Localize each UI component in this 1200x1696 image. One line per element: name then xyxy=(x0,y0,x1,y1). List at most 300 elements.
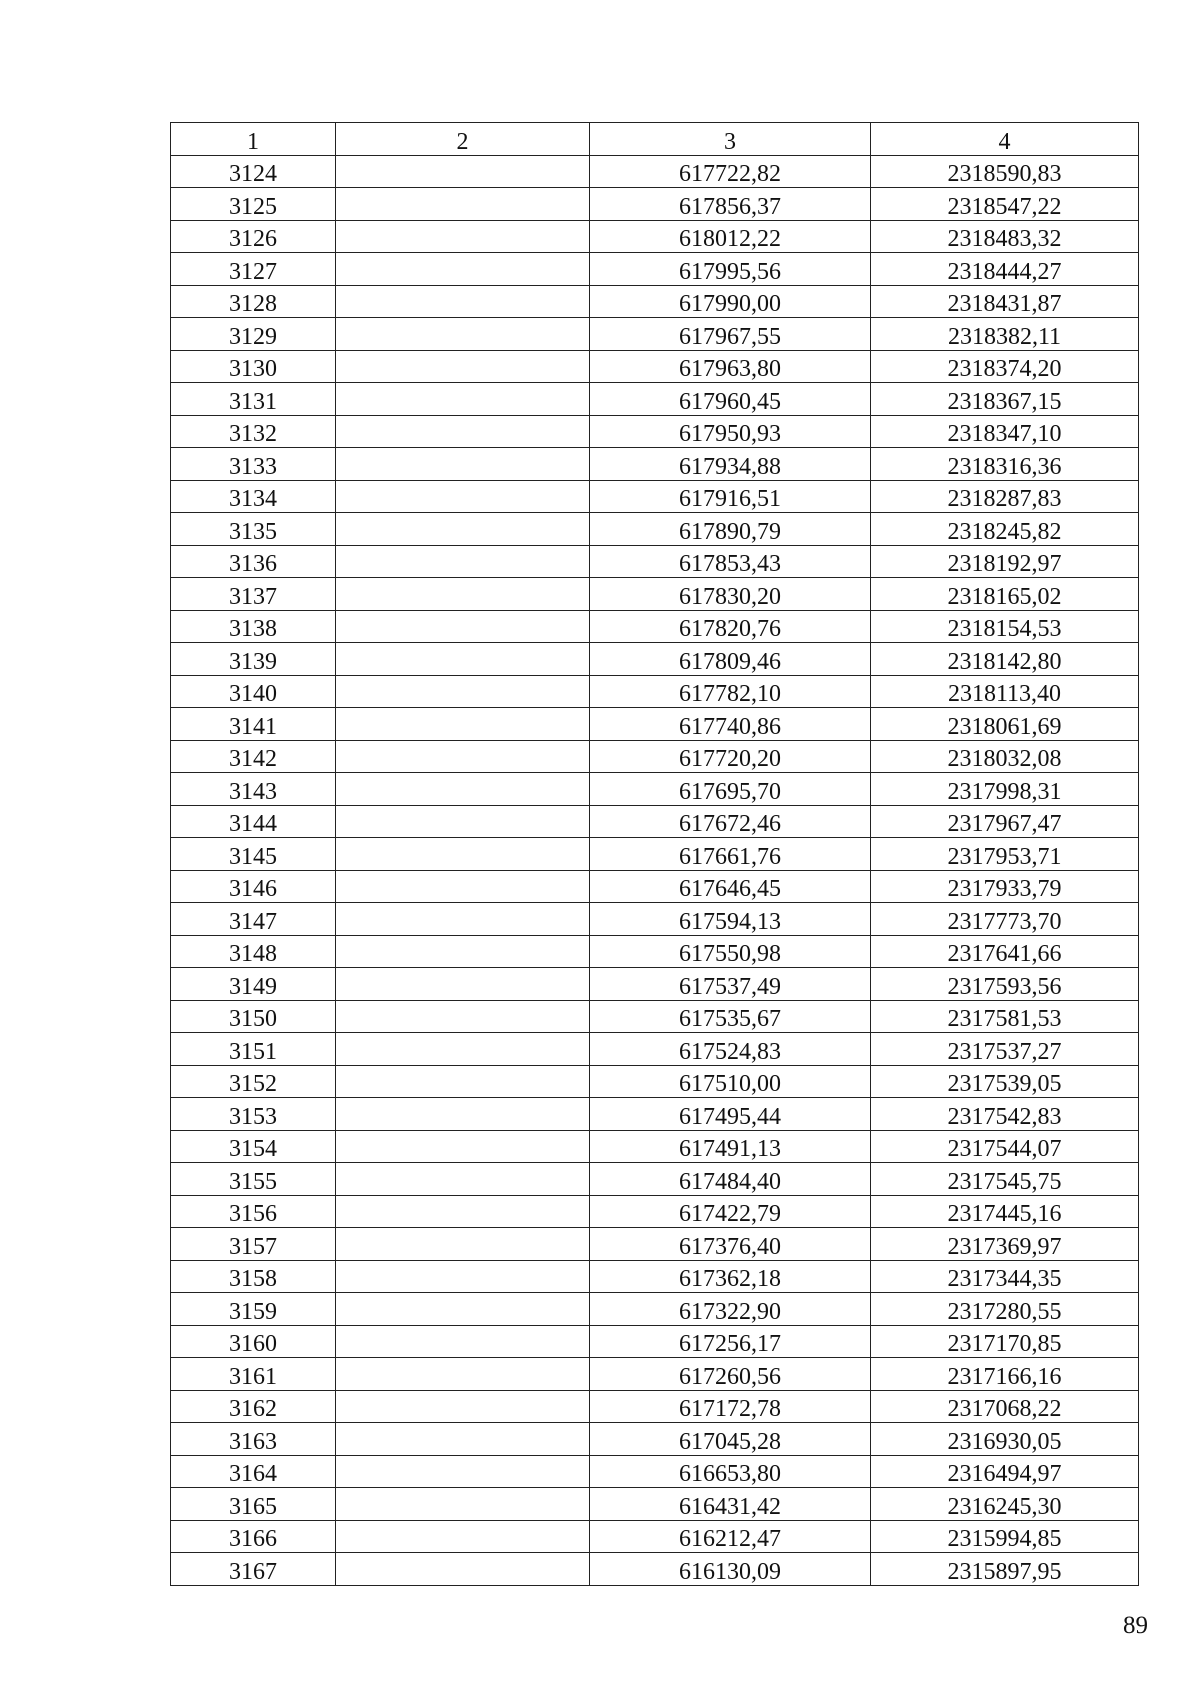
point-number-cell xyxy=(171,383,336,416)
table-row xyxy=(171,1358,1139,1391)
table-row xyxy=(171,740,1139,773)
point-number-cell xyxy=(171,1358,336,1391)
description-cell xyxy=(336,188,590,221)
cell-text: 617646,45 xyxy=(679,876,781,902)
point-number-cell xyxy=(171,675,336,708)
point-number-cell xyxy=(171,1423,336,1456)
cell-text: 3162 xyxy=(229,1396,277,1422)
cell-text: 617720,20 xyxy=(679,746,781,772)
point-number-cell xyxy=(171,513,336,546)
cell-text: 2317445,16 xyxy=(947,1201,1062,1227)
x-coordinate-cell xyxy=(590,643,871,676)
cell-text: 3147 xyxy=(229,908,277,935)
cell-text: 3142 xyxy=(229,746,277,772)
x-coordinate-cell xyxy=(590,1390,871,1423)
point-number-cell xyxy=(171,1520,336,1553)
cell-text: 2318347,10 xyxy=(947,421,1062,447)
x-coordinate-cell xyxy=(590,1163,871,1196)
cell-text: 3157 xyxy=(229,1233,277,1260)
point-number-cell xyxy=(171,480,336,513)
table-row xyxy=(171,188,1139,221)
point-number-cell xyxy=(171,578,336,611)
cell-text: 2317369,97 xyxy=(947,1233,1062,1260)
y-coordinate-cell xyxy=(871,1553,1139,1586)
table-header-row xyxy=(171,123,1139,156)
point-number-cell xyxy=(171,773,336,806)
y-coordinate-cell xyxy=(871,220,1139,253)
point-number-cell xyxy=(171,838,336,871)
cell-text: 2318061,69 xyxy=(947,713,1062,740)
cell-text: 2315994,85 xyxy=(947,1526,1062,1552)
cell-text: 3159 xyxy=(229,1298,277,1325)
y-coordinate-cell xyxy=(871,383,1139,416)
cell-text: 617960,45 xyxy=(679,388,781,415)
y-coordinate-cell xyxy=(871,675,1139,708)
description-cell xyxy=(336,643,590,676)
cell-text: 617484,40 xyxy=(679,1168,781,1195)
cell-text: 617916,51 xyxy=(679,486,781,512)
description-cell xyxy=(336,1195,590,1228)
y-coordinate-cell xyxy=(871,610,1139,643)
y-coordinate-cell xyxy=(871,253,1139,286)
description-cell xyxy=(336,1455,590,1488)
y-coordinate-cell xyxy=(871,1488,1139,1521)
x-coordinate-cell xyxy=(590,383,871,416)
x-coordinate-cell xyxy=(590,350,871,383)
description-cell xyxy=(336,545,590,578)
table-row xyxy=(171,513,1139,546)
y-coordinate-cell xyxy=(871,1260,1139,1293)
y-coordinate-cell xyxy=(871,935,1139,968)
x-coordinate-cell xyxy=(590,545,871,578)
point-number-cell xyxy=(171,1065,336,1098)
cell-text: 617260,56 xyxy=(679,1363,781,1390)
x-coordinate-cell xyxy=(590,610,871,643)
cell-text: 617890,79 xyxy=(679,518,781,545)
x-coordinate-cell xyxy=(590,708,871,741)
x-coordinate-cell xyxy=(590,870,871,903)
cell-text: 3161 xyxy=(229,1363,277,1390)
cell-text: 2318431,87 xyxy=(947,291,1062,317)
description-cell xyxy=(336,578,590,611)
cell-text: 617782,10 xyxy=(679,681,781,707)
point-number-cell xyxy=(171,253,336,286)
table-row xyxy=(171,285,1139,318)
x-coordinate-cell xyxy=(590,480,871,513)
table-row xyxy=(171,1195,1139,1228)
cell-text: 2318316,36 xyxy=(947,453,1062,480)
y-coordinate-cell xyxy=(871,1423,1139,1456)
description-cell xyxy=(336,870,590,903)
x-coordinate-cell xyxy=(590,1065,871,1098)
cell-text: 617256,17 xyxy=(679,1331,781,1357)
description-cell xyxy=(336,415,590,448)
cell-text: 617820,76 xyxy=(679,616,781,642)
cell-text: 2317998,31 xyxy=(947,778,1062,805)
cell-text: 2317953,71 xyxy=(947,843,1062,870)
point-number-cell xyxy=(171,1228,336,1261)
description-cell xyxy=(336,935,590,968)
cell-text: 2317539,05 xyxy=(947,1071,1062,1097)
y-coordinate-cell xyxy=(871,513,1139,546)
cell-text: 3131 xyxy=(229,388,277,415)
cell-text: 3166 xyxy=(229,1526,277,1552)
description-cell xyxy=(336,1228,590,1261)
cell-text: 617853,43 xyxy=(679,551,781,577)
y-coordinate-cell xyxy=(871,188,1139,221)
point-number-cell xyxy=(171,350,336,383)
table-row xyxy=(171,1423,1139,1456)
table-row xyxy=(171,1228,1139,1261)
cell-text: 617550,98 xyxy=(679,941,781,967)
coordinates-table xyxy=(170,122,1139,1586)
y-coordinate-cell xyxy=(871,1455,1139,1488)
cell-text: 617963,80 xyxy=(679,356,781,382)
point-number-cell xyxy=(171,1455,336,1488)
description-cell xyxy=(336,1390,590,1423)
y-coordinate-cell xyxy=(871,578,1139,611)
cell-text: 3144 xyxy=(229,811,277,837)
cell-text: 3136 xyxy=(229,551,277,577)
description-cell xyxy=(336,838,590,871)
cell-text: 2316245,30 xyxy=(947,1493,1062,1520)
cell-text: 3156 xyxy=(229,1201,277,1227)
description-cell xyxy=(336,1358,590,1391)
cell-text: 2318374,20 xyxy=(947,356,1062,382)
cell-text: 617967,55 xyxy=(679,323,781,350)
cell-text: 3139 xyxy=(229,648,277,675)
y-coordinate-cell xyxy=(871,155,1139,188)
table-row xyxy=(171,610,1139,643)
table-row xyxy=(171,903,1139,936)
y-coordinate-cell xyxy=(871,1325,1139,1358)
description-cell xyxy=(336,740,590,773)
cell-text: 617491,13 xyxy=(679,1136,781,1162)
cell-text: 616653,80 xyxy=(679,1461,781,1487)
description-cell xyxy=(336,253,590,286)
y-coordinate-cell xyxy=(871,773,1139,806)
description-cell xyxy=(336,155,590,188)
table-row xyxy=(171,1033,1139,1066)
point-number-cell xyxy=(171,285,336,318)
point-number-cell xyxy=(171,1260,336,1293)
table-row xyxy=(171,643,1139,676)
cell-text: 2317773,70 xyxy=(947,908,1062,935)
cell-text: 3160 xyxy=(229,1331,277,1357)
point-number-cell xyxy=(171,1130,336,1163)
description-cell xyxy=(336,1520,590,1553)
cell-text: 617172,78 xyxy=(679,1396,781,1422)
cell-text: 617524,83 xyxy=(679,1038,781,1065)
cell-text: 2318245,82 xyxy=(947,518,1062,545)
cell-text: 2318483,32 xyxy=(947,226,1062,252)
point-number-cell xyxy=(171,1390,336,1423)
cell-text: 617045,28 xyxy=(679,1428,781,1455)
cell-text: 617362,18 xyxy=(679,1266,781,1292)
cell-text: 2318287,83 xyxy=(947,486,1062,512)
table-row xyxy=(171,1260,1139,1293)
cell-text: 617535,67 xyxy=(679,1006,781,1032)
table-row xyxy=(171,350,1139,383)
y-coordinate-cell xyxy=(871,1293,1139,1326)
y-coordinate-cell xyxy=(871,285,1139,318)
cell-text: 2316930,05 xyxy=(947,1428,1062,1455)
cell-text: 3152 xyxy=(229,1071,277,1097)
table-body xyxy=(171,155,1139,1585)
y-coordinate-cell xyxy=(871,1033,1139,1066)
page-number: 89 xyxy=(1123,1612,1148,1639)
point-number-cell xyxy=(171,903,336,936)
table-row xyxy=(171,545,1139,578)
x-coordinate-cell xyxy=(590,415,871,448)
cell-text: 3133 xyxy=(229,453,277,480)
description-cell xyxy=(336,1130,590,1163)
point-number-cell xyxy=(171,610,336,643)
description-cell xyxy=(336,1033,590,1066)
cell-text: 2317544,07 xyxy=(947,1136,1062,1162)
table-row xyxy=(171,708,1139,741)
y-coordinate-cell xyxy=(871,838,1139,871)
y-coordinate-cell xyxy=(871,968,1139,1001)
x-coordinate-cell xyxy=(590,1098,871,1131)
table-row xyxy=(171,968,1139,1001)
x-coordinate-cell xyxy=(590,578,871,611)
point-number-cell xyxy=(171,1553,336,1586)
y-coordinate-cell xyxy=(871,1163,1139,1196)
point-number-cell xyxy=(171,870,336,903)
description-cell xyxy=(336,968,590,1001)
description-cell xyxy=(336,1488,590,1521)
cell-text: 616212,47 xyxy=(679,1526,781,1552)
x-coordinate-cell xyxy=(590,838,871,871)
cell-text: 617995,56 xyxy=(679,258,781,285)
cell-text: 2318590,83 xyxy=(947,161,1062,187)
y-coordinate-cell xyxy=(871,1390,1139,1423)
cell-text: 616431,42 xyxy=(679,1493,781,1520)
cell-text: 2317641,66 xyxy=(947,941,1062,967)
point-number-cell xyxy=(171,448,336,481)
cell-text: 617809,46 xyxy=(679,648,781,675)
cell-text: 2317542,83 xyxy=(947,1103,1062,1130)
cell-text: 3124 xyxy=(229,161,277,187)
cell-text: 3158 xyxy=(229,1266,277,1292)
point-number-cell xyxy=(171,220,336,253)
y-coordinate-cell xyxy=(871,448,1139,481)
point-number-cell xyxy=(171,318,336,351)
x-coordinate-cell xyxy=(590,1325,871,1358)
description-cell xyxy=(336,220,590,253)
table-row xyxy=(171,1520,1139,1553)
cell-text: 2317545,75 xyxy=(947,1168,1062,1195)
x-coordinate-cell xyxy=(590,935,871,968)
table-row xyxy=(171,1293,1139,1326)
y-coordinate-cell xyxy=(871,1130,1139,1163)
y-coordinate-cell xyxy=(871,415,1139,448)
table-row xyxy=(171,1065,1139,1098)
table-row xyxy=(171,870,1139,903)
x-coordinate-cell xyxy=(590,1228,871,1261)
cell-text: 3125 xyxy=(229,193,277,220)
x-coordinate-cell xyxy=(590,1260,871,1293)
y-coordinate-cell xyxy=(871,480,1139,513)
cell-text: 3138 xyxy=(229,616,277,642)
point-number-cell xyxy=(171,1000,336,1033)
description-cell xyxy=(336,350,590,383)
description-cell xyxy=(336,383,590,416)
description-cell xyxy=(336,1000,590,1033)
cell-text: 3129 xyxy=(229,323,277,350)
cell-text: 617934,88 xyxy=(679,453,781,480)
cell-text: 2317537,27 xyxy=(947,1038,1062,1065)
column-header-4: 4 xyxy=(871,123,1139,156)
table-row xyxy=(171,805,1139,838)
table-row xyxy=(171,448,1139,481)
cell-text: 2315897,95 xyxy=(947,1558,1062,1585)
x-coordinate-cell xyxy=(590,773,871,806)
x-coordinate-cell xyxy=(590,1293,871,1326)
cell-text: 3165 xyxy=(229,1493,277,1520)
cell-text: 3143 xyxy=(229,778,277,805)
cell-text: 2318444,27 xyxy=(947,258,1062,285)
description-cell xyxy=(336,1423,590,1456)
cell-text: 2317170,85 xyxy=(947,1331,1062,1357)
y-coordinate-cell xyxy=(871,740,1139,773)
table-row xyxy=(171,1390,1139,1423)
cell-text: 617537,49 xyxy=(679,973,781,1000)
description-cell xyxy=(336,1065,590,1098)
column-header-1: 1 xyxy=(171,123,336,156)
cell-text: 2317166,16 xyxy=(947,1363,1062,1390)
point-number-cell xyxy=(171,1293,336,1326)
y-coordinate-cell xyxy=(871,1228,1139,1261)
cell-text: 617322,90 xyxy=(679,1298,781,1325)
description-cell xyxy=(336,513,590,546)
cell-text: 2318154,53 xyxy=(947,616,1062,642)
y-coordinate-cell xyxy=(871,1520,1139,1553)
point-number-cell xyxy=(171,643,336,676)
x-coordinate-cell xyxy=(590,155,871,188)
cell-text: 3128 xyxy=(229,291,277,317)
description-cell xyxy=(336,903,590,936)
cell-text: 617661,76 xyxy=(679,843,781,870)
cell-text: 3150 xyxy=(229,1006,277,1032)
point-number-cell xyxy=(171,545,336,578)
table-row xyxy=(171,155,1139,188)
x-coordinate-cell xyxy=(590,220,871,253)
cell-text: 2318382,11 xyxy=(947,323,1062,350)
cell-text: 2318142,80 xyxy=(947,648,1062,675)
point-number-cell xyxy=(171,415,336,448)
cell-text: 3146 xyxy=(229,876,277,902)
cell-text: 617672,46 xyxy=(679,811,781,837)
y-coordinate-cell xyxy=(871,805,1139,838)
x-coordinate-cell xyxy=(590,740,871,773)
cell-text: 617722,82 xyxy=(679,161,781,187)
cell-text: 2317344,35 xyxy=(947,1266,1062,1292)
y-coordinate-cell xyxy=(871,903,1139,936)
cell-text: 3164 xyxy=(229,1461,277,1487)
point-number-cell xyxy=(171,935,336,968)
table-row xyxy=(171,220,1139,253)
description-cell xyxy=(336,1293,590,1326)
description-cell xyxy=(336,318,590,351)
x-coordinate-cell xyxy=(590,1195,871,1228)
cell-text: 617950,93 xyxy=(679,421,781,447)
description-cell xyxy=(336,480,590,513)
cell-text: 3153 xyxy=(229,1103,277,1130)
y-coordinate-cell xyxy=(871,643,1139,676)
x-coordinate-cell xyxy=(590,318,871,351)
cell-text: 617510,00 xyxy=(679,1071,781,1097)
cell-text: 2318165,02 xyxy=(947,583,1062,610)
point-number-cell xyxy=(171,155,336,188)
table-row xyxy=(171,1325,1139,1358)
cell-text: 2317593,56 xyxy=(947,973,1062,1000)
y-coordinate-cell xyxy=(871,1065,1139,1098)
description-cell xyxy=(336,708,590,741)
x-coordinate-cell xyxy=(590,285,871,318)
table-row xyxy=(171,1098,1139,1131)
x-coordinate-cell xyxy=(590,968,871,1001)
y-coordinate-cell xyxy=(871,870,1139,903)
column-header-3: 3 xyxy=(590,123,871,156)
table-row xyxy=(171,1455,1139,1488)
cell-text: 3127 xyxy=(229,258,277,285)
description-cell xyxy=(336,285,590,318)
cell-text: 3140 xyxy=(229,681,277,707)
column-header-2: 2 xyxy=(336,123,590,156)
cell-text: 2316494,97 xyxy=(947,1461,1062,1487)
description-cell xyxy=(336,1553,590,1586)
description-cell xyxy=(336,610,590,643)
description-cell xyxy=(336,1260,590,1293)
x-coordinate-cell xyxy=(590,1488,871,1521)
x-coordinate-cell xyxy=(590,513,871,546)
x-coordinate-cell xyxy=(590,1033,871,1066)
x-coordinate-cell xyxy=(590,805,871,838)
x-coordinate-cell xyxy=(590,1553,871,1586)
description-cell xyxy=(336,773,590,806)
table-row xyxy=(171,1163,1139,1196)
cell-text: 2317933,79 xyxy=(947,876,1062,902)
cell-text: 2317068,22 xyxy=(947,1396,1062,1422)
y-coordinate-cell xyxy=(871,1000,1139,1033)
point-number-cell xyxy=(171,1163,336,1196)
table-row xyxy=(171,415,1139,448)
cell-text: 2317280,55 xyxy=(947,1298,1062,1325)
y-coordinate-cell xyxy=(871,708,1139,741)
x-coordinate-cell xyxy=(590,1520,871,1553)
cell-text: 3126 xyxy=(229,226,277,252)
cell-text: 617740,86 xyxy=(679,713,781,740)
cell-text: 2318113,40 xyxy=(947,681,1062,707)
cell-text: 3132 xyxy=(229,421,277,447)
description-cell xyxy=(336,448,590,481)
point-number-cell xyxy=(171,1195,336,1228)
description-cell xyxy=(336,1163,590,1196)
x-coordinate-cell xyxy=(590,253,871,286)
x-coordinate-cell xyxy=(590,1000,871,1033)
cell-text: 2317967,47 xyxy=(947,811,1062,837)
point-number-cell xyxy=(171,1488,336,1521)
point-number-cell xyxy=(171,740,336,773)
x-coordinate-cell xyxy=(590,1130,871,1163)
table-row xyxy=(171,675,1139,708)
table-row xyxy=(171,253,1139,286)
cell-text: 2318032,08 xyxy=(947,746,1062,772)
x-coordinate-cell xyxy=(590,1423,871,1456)
cell-text: 3141 xyxy=(229,713,277,740)
